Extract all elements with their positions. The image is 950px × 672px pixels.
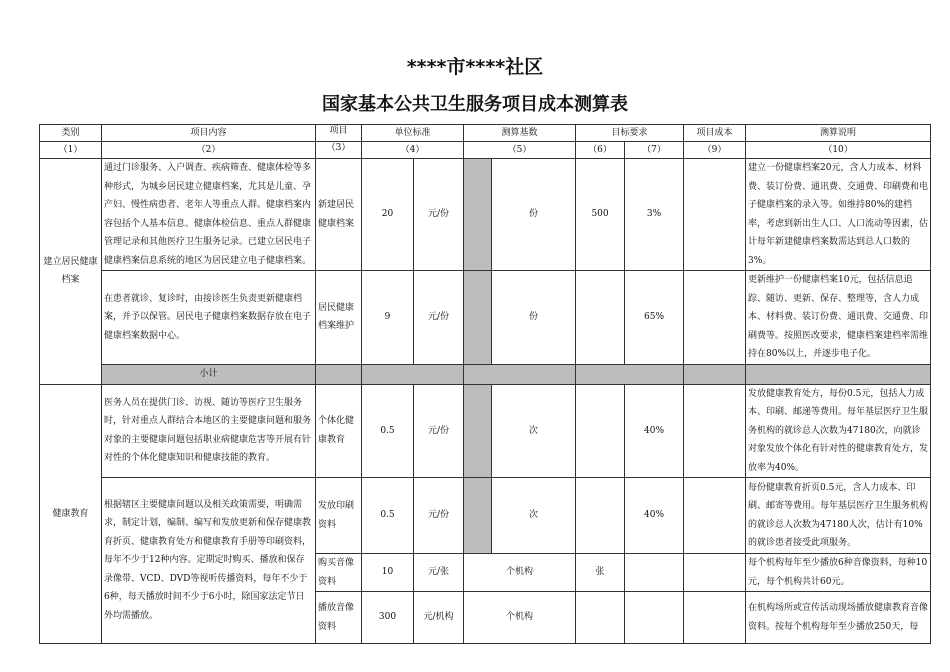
subtotal-target bbox=[576, 364, 684, 384]
content-cell: 在患者就诊、复诊时，由接诊医生负责更新健康档案，并予以保管。居民电子健康档案数据存放在电子健康档案数据中心。 bbox=[102, 271, 316, 365]
subtotal-unit bbox=[362, 364, 464, 384]
target-value: 500 bbox=[576, 159, 625, 271]
num-6: （6） bbox=[576, 142, 625, 159]
item-cell: 播放音像资料 bbox=[316, 592, 362, 644]
project-cost bbox=[684, 384, 746, 478]
base-unit: 份 bbox=[492, 159, 576, 271]
project-cost bbox=[684, 478, 746, 554]
subtotal-base bbox=[464, 364, 576, 384]
unit-name: 元/份 bbox=[414, 478, 464, 554]
hdr-target: 目标要求 bbox=[576, 125, 684, 142]
target-rate bbox=[625, 554, 684, 592]
item-cell: 个体化健康教育 bbox=[316, 384, 362, 478]
table-row bbox=[40, 384, 931, 478]
item-cell: 新建居民健康档案 bbox=[316, 159, 362, 271]
hdr-base: 测算基数 bbox=[464, 125, 576, 142]
subtotal-label: 小计 bbox=[102, 364, 316, 384]
note-cell: 更新维护一份健康档案10元，包括信息追踪、随访、更新、保存、整理等，含人力成本、材料费、装订份费、通讯费、交通费、印刷费等。按照医改要求，健康档案建档率需维持在80%以上，并逐步电子化。 bbox=[746, 271, 931, 365]
num-5: （5） bbox=[464, 142, 576, 159]
unit-name: 元/张 bbox=[414, 554, 464, 592]
category-cell: 健康教育 bbox=[40, 384, 102, 644]
content-cell: 医务人员在提供门诊、访视、随访等医疗卫生服务时，针对重点人群结合本地区的主要健康问题和服务对象的主要健康问题包括职业病健康危害等开展有针对性的个体化健康知识和健康技能的教育。 bbox=[102, 384, 316, 478]
unit-value: 300 bbox=[362, 592, 414, 644]
content-cell: 根据辖区主要健康问题以及相关政策需要，明确需求，制定计划，编制、编写和发放更新和保存健康教育折页、健康教育处方和健康教育手册等印刷资料，每年不少于12种内容。定期定时购买、播放和保存录像带、VCD、DVD等视听传播资料，每年不少于6种，每天播放时间不少于6小时，除国家法定节日外均需播放。 bbox=[102, 478, 316, 644]
table-row bbox=[40, 271, 931, 365]
item-cell: 居民健康档案维护 bbox=[316, 271, 362, 365]
table-title: 国家基本公共卫生服务项目成本测算表 bbox=[322, 94, 628, 115]
category-cell: 建立居民健康档案 bbox=[40, 159, 102, 385]
base-value bbox=[464, 271, 492, 365]
item-cell: 购买音像资料 bbox=[316, 554, 362, 592]
unit-value: 10 bbox=[362, 554, 414, 592]
num-7: （7） bbox=[625, 142, 684, 159]
base-value bbox=[464, 384, 492, 478]
num-9: （9） bbox=[684, 142, 746, 159]
note-cell: 每个机构每年至少播放6种音像资料，每种10元，每个机构共计60元。 bbox=[746, 554, 931, 592]
item-cell: 发放印刷资料 bbox=[316, 478, 362, 554]
num-4: （4） bbox=[362, 142, 464, 159]
target-rate: 65% bbox=[625, 271, 684, 365]
project-cost bbox=[684, 592, 746, 644]
base-unit: 次 bbox=[492, 384, 576, 478]
base-unit: 个机构 bbox=[464, 592, 576, 644]
hdr-unit-standard: 单位标准 bbox=[362, 125, 464, 142]
note-cell: 发放健康教育处方，每份0.5元，包括人力成本、印刷、邮递等费用。每年基层医疗卫生服务机构的就诊总人次数为47180次，向就诊对象发放个体化有针对性的健康教育处方，发放率为40%。 bbox=[746, 384, 931, 478]
target-rate: 3% bbox=[625, 159, 684, 271]
hdr-note: 测算说明 bbox=[746, 125, 931, 142]
unit-value: 0.5 bbox=[362, 384, 414, 478]
num-2: （2） bbox=[102, 142, 316, 159]
hdr-content: 项目内容 bbox=[102, 125, 316, 142]
target-value bbox=[576, 271, 625, 365]
note-cell: 建立一份健康档案20元，含人力成本、材料费、装订份费、通讯费、交通费、印刷费和电子健康档案的录入等。如维持80%的建档率，考虑到新出生人口、人口流动等因素，估计每年新建健康档案数需达到总人口数的3%。 bbox=[746, 159, 931, 271]
target-rate: 40% bbox=[625, 478, 684, 554]
target-value bbox=[576, 592, 625, 644]
project-cost bbox=[684, 554, 746, 592]
unit-name: 元/份 bbox=[414, 159, 464, 271]
hdr-item: 项目 bbox=[316, 125, 362, 142]
content-cell: 通过门诊服务、入户调查、疾病筛查、健康体检等多种形式，为城乡居民建立健康档案，尤其是儿童、孕产妇、慢性病患者、老年人等重点人群。健康档案内容包括个人基本信息、健康体检信息、重点人群健康管理记录和其他医疗卫生服务记录。已建立居民电子健康档案信息系统的地区为居民建立电子健康档案。 bbox=[102, 159, 316, 271]
hdr-project-cost: 项目成本 bbox=[684, 125, 746, 142]
unit-value: 20 bbox=[362, 159, 414, 271]
note-cell: 在机构场所或宣传活动现场播放健康教育音像资料。按每个机构每年至少播放250天，每 bbox=[746, 592, 931, 644]
num-3: （3） bbox=[316, 142, 362, 159]
target-rate bbox=[625, 592, 684, 644]
table-row bbox=[40, 159, 931, 271]
base-unit: 个机构 bbox=[464, 554, 576, 592]
unit-name: 元/份 bbox=[414, 384, 464, 478]
num-1: （1） bbox=[40, 142, 102, 159]
subtotal-row bbox=[40, 364, 931, 384]
target-value: 张 bbox=[576, 554, 625, 592]
table-row bbox=[40, 478, 931, 554]
unit-name: 元/份 bbox=[414, 271, 464, 365]
unit-value: 0.5 bbox=[362, 478, 414, 554]
subtotal-note bbox=[746, 364, 931, 384]
header-row-2 bbox=[40, 142, 931, 159]
hdr-category: 类别 bbox=[40, 125, 102, 142]
note-cell: 每份健康教育折页0.5元，含人力成本、印刷、邮寄等费用。每年基层医疗卫生服务机构的就诊总人次数为47180人次，估计有10%的就诊患者接受此项服务。 bbox=[746, 478, 931, 554]
org-title: ****市****社区 bbox=[406, 56, 544, 78]
base-value bbox=[464, 159, 492, 271]
base-value bbox=[464, 478, 492, 554]
header-row-1 bbox=[40, 125, 931, 142]
base-unit: 份 bbox=[492, 271, 576, 365]
cost-table bbox=[39, 124, 931, 644]
subtotal-item bbox=[316, 364, 362, 384]
target-value bbox=[576, 478, 625, 554]
project-cost bbox=[684, 271, 746, 365]
target-value bbox=[576, 384, 625, 478]
num-10: （10） bbox=[746, 142, 931, 159]
subtotal-cost bbox=[684, 364, 746, 384]
project-cost bbox=[684, 159, 746, 271]
target-rate: 40% bbox=[625, 384, 684, 478]
base-unit: 次 bbox=[492, 478, 576, 554]
unit-value: 9 bbox=[362, 271, 414, 365]
unit-name: 元/机构 bbox=[414, 592, 464, 644]
